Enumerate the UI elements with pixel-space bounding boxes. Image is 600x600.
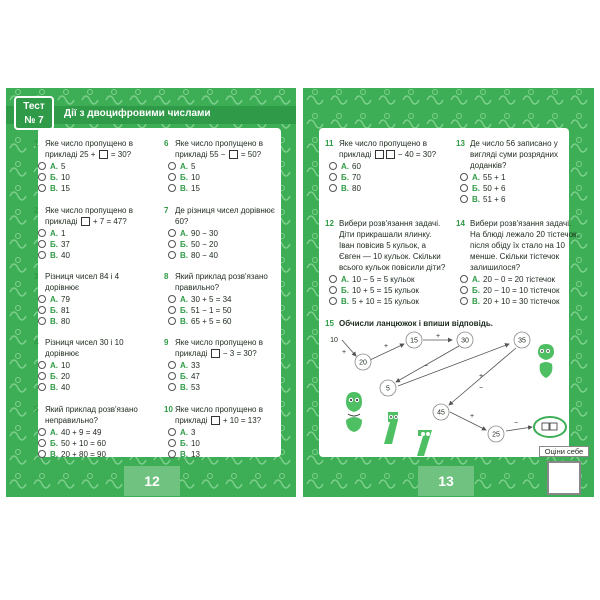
test-label: Тест bbox=[23, 101, 45, 112]
test-number: № 7 bbox=[24, 115, 44, 126]
option-b[interactable]: Б. 10 + 5 = 15 кульок bbox=[329, 285, 447, 295]
option-b[interactable]: Б. 51 − 1 = 50 bbox=[168, 305, 278, 315]
self-assessment-box[interactable] bbox=[547, 461, 581, 495]
question-11 bbox=[325, 138, 447, 193]
chain-start-number: 10 bbox=[330, 337, 338, 344]
option-c[interactable]: В. 40 bbox=[38, 382, 148, 392]
page-number-left: 12 bbox=[124, 466, 180, 496]
option-a[interactable]: А. 33 bbox=[168, 360, 278, 370]
radio-circle-icon[interactable] bbox=[168, 361, 176, 369]
radio-circle-icon[interactable] bbox=[38, 173, 46, 181]
question-text: Де різниця чисел дорівнює 60? bbox=[175, 206, 275, 226]
blank-box-icon bbox=[211, 349, 220, 358]
question-10 bbox=[164, 404, 278, 459]
question-number: 1 bbox=[34, 139, 39, 148]
option-a[interactable]: А. 90 − 30 bbox=[168, 228, 278, 238]
option-a[interactable]: А. 40 + 9 = 49 bbox=[38, 427, 148, 437]
question-text-end: + 10 = 13? bbox=[222, 416, 262, 425]
option-a[interactable]: А. 5 bbox=[38, 161, 148, 171]
question-14 bbox=[456, 218, 582, 306]
question-text: Яке число пропущено в прикладі bbox=[175, 338, 263, 358]
question-text: Різниця чисел 84 і 4 дорівнює bbox=[45, 272, 120, 292]
question-text-end: − 40 = 30? bbox=[397, 150, 437, 159]
radio-circle-icon[interactable] bbox=[460, 195, 468, 203]
option-a[interactable]: А. 10 bbox=[38, 360, 148, 370]
option-b[interactable]: Б. 50 + 6 bbox=[460, 183, 582, 193]
question-text: Обчисли ланцюжок і впиши відповідь. bbox=[339, 319, 494, 328]
question-6 bbox=[164, 138, 278, 193]
radio-circle-icon[interactable] bbox=[38, 439, 46, 447]
option-b[interactable]: Б. 81 bbox=[38, 305, 148, 315]
question-9 bbox=[164, 337, 278, 392]
option-c[interactable]: В. 40 bbox=[38, 250, 148, 260]
chain-operator: − bbox=[478, 385, 484, 392]
radio-circle-icon[interactable] bbox=[38, 162, 46, 170]
option-b[interactable]: Б. 10 bbox=[168, 172, 278, 182]
option-c[interactable]: В. 51 + 6 bbox=[460, 194, 582, 204]
radio-circle-icon[interactable] bbox=[168, 383, 176, 391]
chain-operator: + bbox=[478, 373, 484, 380]
question-text-end: − 3 = 30? bbox=[222, 349, 257, 358]
chain-node-value: 35 bbox=[518, 337, 526, 345]
option-a[interactable]: А. 20 − 0 = 20 тістечок bbox=[460, 274, 582, 284]
radio-circle-icon[interactable] bbox=[460, 173, 468, 181]
chain-arrow bbox=[450, 412, 486, 430]
option-c[interactable]: В. 15 bbox=[38, 183, 148, 193]
option-a[interactable]: А. 5 bbox=[168, 161, 278, 171]
question-text: Де число 56 записано у вигляді суми розрядних доданків? bbox=[470, 139, 558, 170]
radio-circle-icon[interactable] bbox=[329, 173, 337, 181]
option-c[interactable]: В. 15 bbox=[168, 183, 278, 193]
option-c[interactable]: В. 80 bbox=[38, 316, 148, 326]
blank-box-icon bbox=[99, 150, 108, 159]
option-a[interactable]: А. 1 bbox=[38, 228, 148, 238]
question-number: 8 bbox=[164, 272, 169, 281]
problem-text: На блюді лежало 20 тістечок, після обіду їх стало на 10 менше. Скільки тістечок залишилося? bbox=[470, 230, 579, 272]
chain-operator: − bbox=[423, 363, 429, 370]
chain-node-value: 15 bbox=[410, 337, 418, 345]
number-character-icon bbox=[346, 392, 362, 432]
question-5 bbox=[34, 404, 148, 459]
radio-circle-icon[interactable] bbox=[168, 439, 176, 447]
option-b[interactable]: Б. 10 bbox=[168, 438, 278, 448]
radio-circle-icon[interactable] bbox=[38, 383, 46, 391]
radio-circle-icon[interactable] bbox=[38, 184, 46, 192]
radio-circle-icon[interactable] bbox=[168, 372, 176, 380]
option-b[interactable]: Б. 20 − 10 = 10 тістечок bbox=[460, 285, 582, 295]
radio-circle-icon[interactable] bbox=[460, 286, 468, 294]
radio-circle-icon[interactable] bbox=[38, 361, 46, 369]
problem-text: Діти прикрашали ялинку. Іван повісив 5 кульок, а Євген — 10 кульок. Скільки всього кульок повісили діти? bbox=[339, 230, 446, 272]
question-15 bbox=[325, 318, 575, 329]
question-text: Різниця чисел 30 і 10 дорівнює bbox=[45, 338, 124, 358]
question-text: Вибери розв'язання задачі. bbox=[470, 219, 572, 228]
radio-circle-icon[interactable] bbox=[168, 184, 176, 192]
test-header bbox=[6, 96, 296, 130]
question-text: Яке число пропущено в прикладі bbox=[45, 206, 133, 226]
chain-operator: + bbox=[383, 343, 389, 350]
question-number: 6 bbox=[164, 139, 169, 148]
question-text: Яке число пропущено в прикладі bbox=[339, 139, 427, 159]
question-text: Яке число пропущено в прикладі 55 − bbox=[175, 139, 263, 159]
question-text: Вибери розв'язання задачі. bbox=[339, 219, 441, 228]
chain-node-value: 20 bbox=[359, 359, 367, 367]
blank-box-icon bbox=[375, 150, 384, 159]
radio-circle-icon[interactable] bbox=[38, 428, 46, 436]
radio-circle-icon[interactable] bbox=[38, 295, 46, 303]
self-assessment bbox=[539, 446, 589, 496]
blank-box-icon bbox=[211, 416, 220, 425]
question-4 bbox=[34, 337, 148, 392]
option-b[interactable]: Б. 47 bbox=[168, 371, 278, 381]
option-a[interactable]: А. 10 − 5 = 5 кульок bbox=[329, 274, 447, 284]
option-b[interactable]: Б. 50 − 20 bbox=[168, 239, 278, 249]
radio-circle-icon[interactable] bbox=[329, 275, 337, 283]
radio-circle-icon[interactable] bbox=[460, 184, 468, 192]
question-number: 5 bbox=[34, 405, 39, 414]
radio-circle-icon[interactable] bbox=[38, 229, 46, 237]
option-a[interactable]: А. 79 bbox=[38, 294, 148, 304]
number-character-icon bbox=[538, 344, 554, 378]
question-text-end: = 50? bbox=[240, 150, 262, 159]
radio-circle-icon[interactable] bbox=[38, 251, 46, 259]
question-number: 11 bbox=[325, 139, 334, 148]
chain-operator: + bbox=[341, 349, 347, 356]
question-number: 10 bbox=[164, 405, 173, 414]
chain-node-value: 45 bbox=[437, 409, 445, 417]
number-character-icon bbox=[384, 412, 398, 444]
question-1 bbox=[34, 138, 148, 193]
option-c[interactable]: В. 53 bbox=[168, 382, 278, 392]
question-number: 9 bbox=[164, 338, 169, 347]
question-8 bbox=[164, 271, 278, 326]
option-b[interactable]: Б. 10 bbox=[38, 172, 148, 182]
question-12 bbox=[325, 218, 447, 306]
radio-circle-icon[interactable] bbox=[329, 184, 337, 192]
radio-circle-icon[interactable] bbox=[460, 275, 468, 283]
radio-circle-icon[interactable] bbox=[460, 297, 468, 305]
radio-circle-icon[interactable] bbox=[38, 240, 46, 248]
question-number: 12 bbox=[325, 219, 334, 228]
chain-node-value: 25 bbox=[492, 431, 500, 439]
chain-operator: + bbox=[435, 333, 441, 340]
question-number: 4 bbox=[34, 338, 39, 347]
question-13 bbox=[456, 138, 582, 204]
chain-arrow bbox=[398, 344, 509, 386]
page-number-right: 13 bbox=[418, 466, 474, 496]
radio-circle-icon[interactable] bbox=[168, 229, 176, 237]
option-b[interactable]: Б. 50 + 10 = 60 bbox=[38, 438, 148, 448]
blank-box-icon bbox=[386, 150, 395, 159]
chain-node-value: 5 bbox=[386, 385, 390, 393]
number-chain bbox=[326, 330, 582, 460]
chain-operator: + bbox=[469, 413, 475, 420]
question-2 bbox=[34, 205, 148, 260]
option-c[interactable]: В. 20 + 10 = 30 тістечок bbox=[460, 296, 582, 306]
option-a[interactable]: А. 60 bbox=[329, 161, 447, 171]
chain-node-value: 30 bbox=[461, 337, 469, 345]
question-text: Яке число пропущено в прикладі bbox=[175, 405, 263, 425]
option-a[interactable]: А. 55 + 1 bbox=[460, 172, 582, 182]
question-number: 3 bbox=[34, 272, 39, 281]
radio-circle-icon[interactable] bbox=[168, 240, 176, 248]
option-c[interactable]: В. 80 bbox=[329, 183, 447, 193]
chain-arrow bbox=[506, 427, 532, 431]
option-b[interactable]: Б. 37 bbox=[38, 239, 148, 249]
question-7 bbox=[164, 205, 278, 260]
question-number: 13 bbox=[456, 139, 465, 148]
radio-circle-icon[interactable] bbox=[168, 450, 176, 458]
chain-operator: − bbox=[513, 420, 519, 427]
radio-circle-icon[interactable] bbox=[329, 297, 337, 305]
option-b[interactable]: Б. 70 bbox=[329, 172, 447, 182]
test-number-badge bbox=[14, 96, 54, 130]
question-number: 7 bbox=[164, 206, 169, 215]
option-c[interactable]: В. 80 − 40 bbox=[168, 250, 278, 260]
question-text-end: = 30? bbox=[110, 150, 132, 159]
question-text: Який приклад розв'язано правильно? bbox=[175, 272, 268, 292]
question-text: Яке число пропущено в прикладі 25 + bbox=[45, 139, 133, 159]
radio-circle-icon[interactable] bbox=[38, 317, 46, 325]
blank-box-icon bbox=[81, 217, 90, 226]
radio-circle-icon[interactable] bbox=[168, 428, 176, 436]
option-c[interactable]: В. 65 + 5 = 60 bbox=[168, 316, 278, 326]
radio-circle-icon[interactable] bbox=[168, 162, 176, 170]
blank-box-icon bbox=[229, 150, 238, 159]
question-number: 2 bbox=[34, 206, 39, 215]
radio-circle-icon[interactable] bbox=[168, 251, 176, 259]
test-title: Дії з двоцифровими числами bbox=[64, 108, 211, 119]
option-a[interactable]: А. 3 bbox=[168, 427, 278, 437]
self-assessment-label: Оціни себе bbox=[539, 446, 589, 457]
radio-circle-icon[interactable] bbox=[38, 372, 46, 380]
radio-circle-icon[interactable] bbox=[168, 306, 176, 314]
option-c[interactable]: В. 13 bbox=[168, 449, 278, 459]
question-text-end: + 7 = 47? bbox=[92, 217, 127, 226]
option-c[interactable]: В. 20 + 80 = 90 bbox=[38, 449, 148, 459]
question-3 bbox=[34, 271, 148, 326]
option-b[interactable]: Б. 20 bbox=[38, 371, 148, 381]
radio-circle-icon[interactable] bbox=[168, 295, 176, 303]
question-number: 15 bbox=[325, 319, 334, 328]
option-a[interactable]: А. 30 + 5 = 34 bbox=[168, 294, 278, 304]
question-number: 14 bbox=[456, 219, 465, 228]
radio-circle-icon[interactable] bbox=[38, 306, 46, 314]
radio-circle-icon[interactable] bbox=[38, 450, 46, 458]
question-text: Який приклад розв'язано неправильно? bbox=[45, 405, 138, 425]
radio-circle-icon[interactable] bbox=[329, 162, 337, 170]
radio-circle-icon[interactable] bbox=[168, 317, 176, 325]
radio-circle-icon[interactable] bbox=[329, 286, 337, 294]
radio-circle-icon[interactable] bbox=[168, 173, 176, 181]
option-c[interactable]: В. 5 + 10 = 15 кульок bbox=[329, 296, 447, 306]
number-character-icon bbox=[417, 430, 432, 456]
